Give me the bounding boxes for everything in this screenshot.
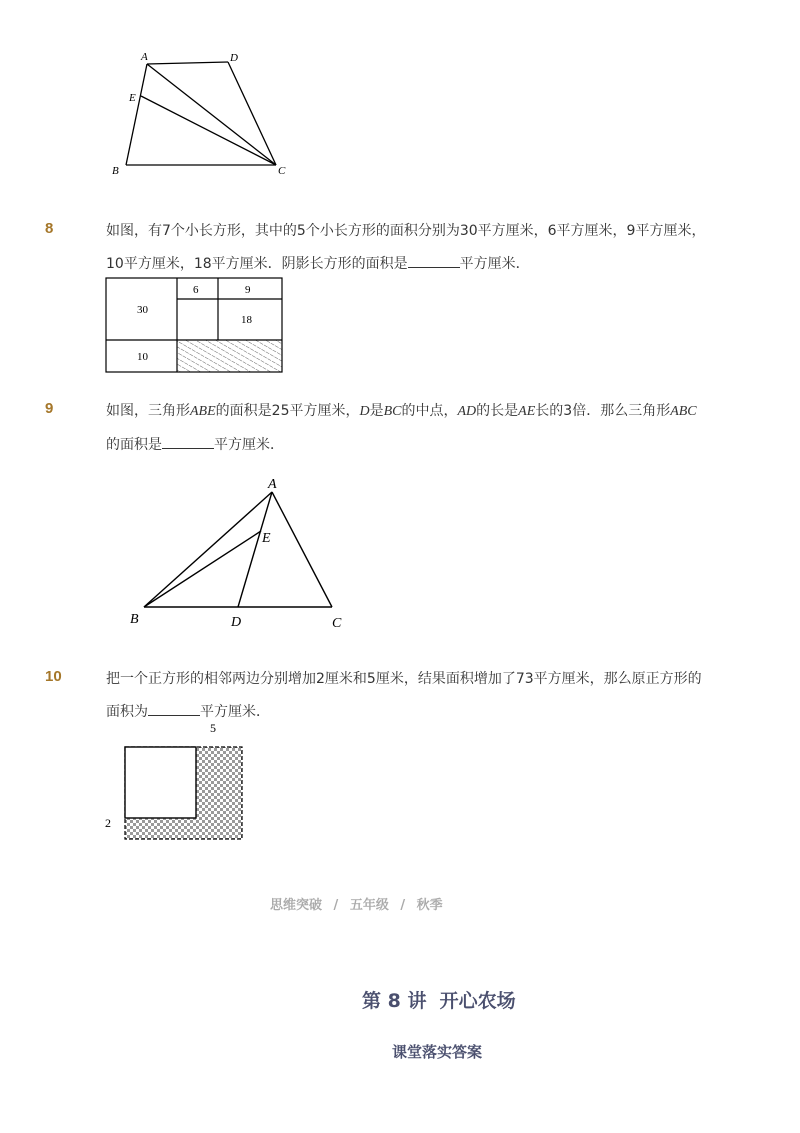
question-8-line-2: [106, 253, 530, 273]
label-d: D: [231, 615, 242, 630]
original-square: [125, 747, 196, 818]
lesson-subtitle: 课堂落实答案: [392, 1043, 483, 1061]
edge-ad: [238, 492, 272, 607]
footer-breadcrumb: [270, 894, 443, 913]
cell-30: 30: [137, 304, 148, 316]
label-a: A: [268, 477, 277, 492]
footer-part-1: 思维突破: [270, 898, 323, 913]
q9-text-6: 长的3倍．那么三角形: [535, 403, 671, 419]
label-a: A: [141, 51, 148, 63]
q9-math-ae: AE: [518, 404, 536, 419]
figure-square: [100, 718, 250, 846]
label-e: E: [129, 92, 136, 104]
q9-math-ad: AD: [457, 404, 477, 419]
label-5: 5: [210, 721, 216, 735]
label-d: D: [230, 52, 238, 64]
question-number-9: 9: [45, 400, 54, 417]
footer-part-3: 秋季: [416, 898, 443, 913]
edge-ab: [126, 64, 147, 165]
figure-rectangles: [104, 276, 286, 376]
label-e: E: [262, 531, 271, 546]
edge-be: [144, 531, 261, 607]
question-number-8: 8: [45, 220, 54, 237]
question-9-line-2: [106, 434, 284, 454]
q9-math-abe: ABE: [190, 404, 216, 419]
figure-trapezoid: [100, 45, 300, 185]
answer-blank-8[interactable]: [408, 266, 460, 268]
edge-dc: [228, 62, 276, 165]
q9-text-5: 的长是: [476, 403, 519, 419]
q9-math-d: D: [359, 404, 370, 419]
q9-math-bc: BC: [383, 404, 402, 419]
label-c: C: [278, 165, 286, 177]
label-c: C: [332, 616, 342, 631]
question-9-line-2-tail: 平方厘米．: [214, 437, 284, 453]
shaded-rectangle: [177, 340, 282, 372]
answer-blank-9[interactable]: [162, 447, 214, 449]
q9-text-4: 的中点，: [401, 403, 458, 419]
question-10-line-1: 把一个正方形的相邻两边分别增加2厘米和5厘米，结果面积增加了73平方厘米，那么原正方形的: [106, 671, 702, 687]
label-b: B: [130, 612, 139, 627]
footer-part-2: 五年级: [349, 898, 389, 913]
edge-ac: [272, 492, 332, 607]
edge-ad: [147, 62, 228, 64]
question-8-line-2-tail: 平方厘米．: [459, 256, 530, 272]
question-8-line-1: 如图，有7个小长方形，其中的5个小长方形的面积分别为30平方厘米，6平方厘米，9平方厘米，: [106, 223, 706, 239]
label-b: B: [112, 165, 119, 177]
question-10-line-2-tail: 平方厘米．: [200, 704, 270, 720]
edge-ac: [147, 64, 276, 165]
figure-triangle: [120, 470, 360, 635]
footer-separator: /: [333, 898, 339, 913]
cell-9: 9: [245, 284, 251, 296]
q9-text-3: 是: [369, 403, 384, 419]
question-number-10: 10: [45, 668, 62, 685]
question-9-line-1: [106, 400, 697, 420]
q9-text-2: 的面积是25平方厘米，: [215, 403, 360, 419]
edge-ec: [141, 96, 276, 165]
q9-math-abc: ABC: [670, 404, 697, 419]
question-10-line-2-text: 面积为: [106, 704, 148, 720]
cell-10: 10: [137, 351, 148, 363]
q9-text-1: 如图，三角形: [106, 403, 190, 419]
cell-6: 6: [193, 284, 199, 296]
label-2: 2: [105, 816, 111, 830]
question-9-line-2-text: 的面积是: [106, 437, 162, 453]
cell-18: 18: [241, 314, 252, 326]
lesson-title: 第 8 讲 开心农场: [362, 990, 516, 1012]
answer-blank-10[interactable]: [148, 714, 200, 716]
edge-ab: [144, 492, 272, 607]
footer-separator: /: [400, 898, 406, 913]
question-8-line-2-text: 10平方厘米，18平方厘米．阴影长方形的面积是: [106, 256, 408, 272]
